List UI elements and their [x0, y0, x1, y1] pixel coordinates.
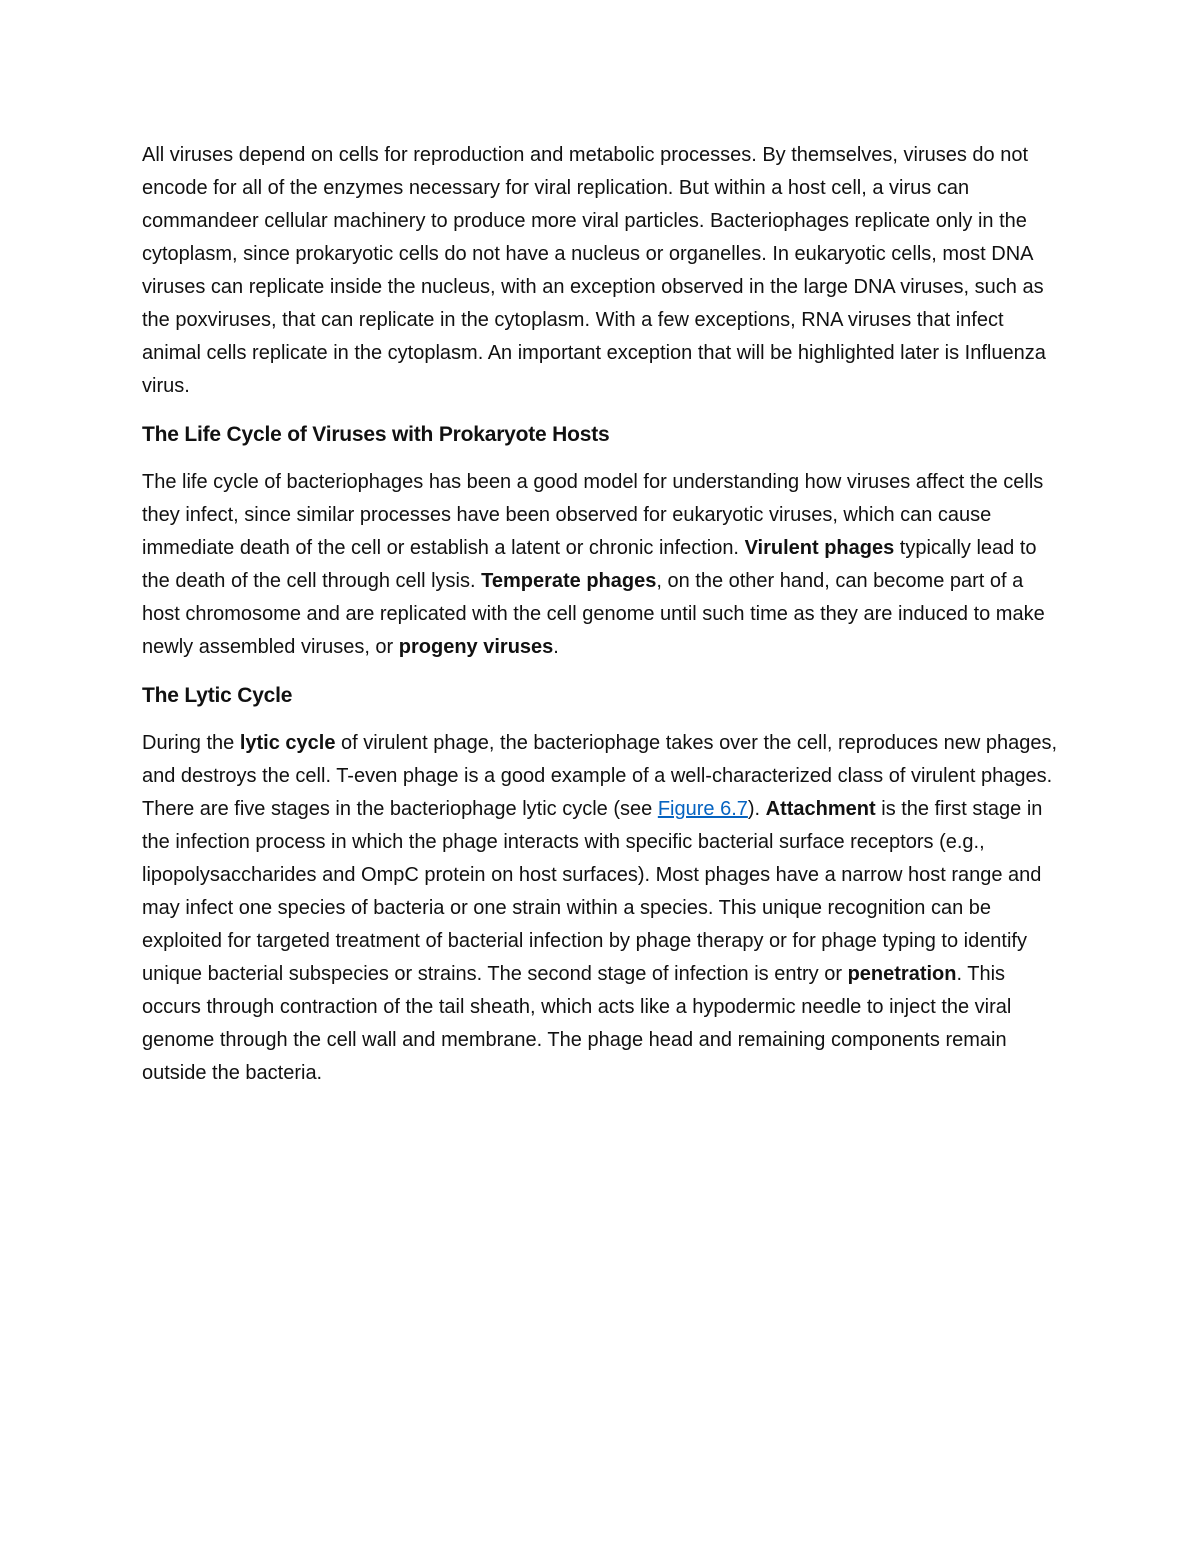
term-temperate-phages: Temperate phages [481, 570, 657, 592]
intro-paragraph: All viruses depend on cells for reproduction and metabolic processes. By themselves, viruses do not encode for all of the enzymes necessary for viral replication. But within a host cell, a virus can commandeer cellular machinery to produce more viral particles. Bacteriophages replicate only in the cytoplasm, since prokaryotic cells do not have a nucleus or organelles. In eukaryotic cells, most DNA viruses can replicate inside the nucleus, with an exception observed in the large DNA viruses, such as the poxviruses, that can replicate in the cytoplasm. With a few exceptions, RNA viruses that infect animal cells replicate in the cytoplasm. An important exception that will be highlighted later is Influenza virus. [142, 144, 1046, 397]
paragraph-text: ). [747, 798, 766, 820]
lytic-cycle-paragraph [142, 727, 1062, 1090]
paragraph-text: During the [142, 732, 240, 754]
term-progeny-viruses: progeny viruses [398, 636, 554, 658]
figure-6-7-link[interactable]: Figure 6.7 [657, 798, 748, 820]
paragraph-text: The life cycle of bacteriophages has been a good model for understanding how viruses affect the cells they infect, since similar processes have been observed for eukaryotic viruses, which can cause immediate death of the cell or establish a latent or chronic infection. [142, 471, 1044, 559]
paragraph-text: is the first stage in the infection process in which the phage interacts with specific bacterial surface receptors (e.g., lipopolysaccharides and OmpC protein on host surfaces). Most phages have a narrow host range and may infect one species of bacteria or one strain within a species. This unique recognition can be exploited for targeted treatment of bacterial infection by phage therapy or for phage typing to identify unique bacterial subspecies or strains. The second stage of infection is entry or [142, 798, 1043, 985]
paragraph-text: . [553, 636, 559, 658]
paragraph-text: , on the other hand, can become part of a host chromosome and are replicated with the cell genome until such time as they are induced to make newly assembled viruses, or [142, 570, 1045, 658]
term-virulent-phages: Virulent phages [744, 537, 895, 559]
life-cycle-paragraph [142, 466, 1062, 664]
term-penetration: penetration [847, 963, 957, 985]
paragraph-text: typically lead to the death of the cell through cell lysis. [142, 537, 1037, 592]
section-heading-lytic-cycle: The Lytic Cycle [142, 684, 293, 707]
term-attachment: Attachment [765, 798, 876, 820]
section-heading-prokaryote-hosts: The Life Cycle of Viruses with Prokaryote Hosts [142, 423, 610, 446]
term-lytic-cycle: lytic cycle [239, 732, 336, 754]
paragraph-text: . This occurs through contraction of the tail sheath, which acts like a hypodermic needle to inject the viral genome through the cell wall and membrane. The phage head and remaining components remain outside the bacteria. [142, 963, 1012, 1084]
document-page [142, 139, 1062, 1105]
paragraph-text: of virulent phage, the bacteriophage takes over the cell, reproduces new phages, and destroys the cell. T-even phage is a good example of a well-characterized class of virulent phages. There are five stages in the bacteriophage lytic cycle (see [142, 732, 1058, 820]
